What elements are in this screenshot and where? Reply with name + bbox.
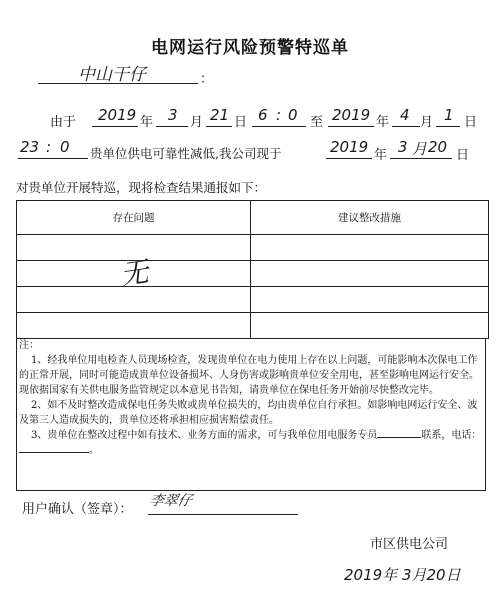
end-day: 1 xyxy=(444,106,454,124)
end-year-underline xyxy=(328,126,374,127)
end-year: 2019 xyxy=(332,106,371,124)
table-cell xyxy=(251,235,489,261)
col-header-measures: 建议整改措施 xyxy=(251,201,489,235)
user-signature: 李翠仔 xyxy=(148,493,194,509)
unit-year-2: 年 xyxy=(376,115,390,130)
start-time-underline xyxy=(252,126,306,127)
end-minute: 0 xyxy=(60,138,70,156)
addressee-name: 中山干仔 xyxy=(78,65,146,85)
end-month: 4 xyxy=(400,106,410,124)
now-year-underline xyxy=(326,158,372,159)
notification-text: 对贵单位开展特巡，现将检查结果通报如下： xyxy=(16,180,267,195)
document-title: 电网运行风险预警特巡单 xyxy=(151,38,349,58)
none-mark: 无 xyxy=(118,255,151,292)
end-colon: : xyxy=(46,138,52,156)
inspection-table xyxy=(16,200,489,339)
note-item-1: 1、经我单位用电检查人员现场检查，发现贵单位在电力使用上存在以上问题，可能影响本次保电工作的正常开展，同时可能造成贵单位设备损坏、人身伤害或影响贵单位安全用电，甚至影响电网运行安全。现依据国家有关供电服务监管规定以本意见书告知，请贵单位在保电任务开始前尽快整改完毕。 xyxy=(19,355,479,396)
notes-label: 注： xyxy=(19,340,39,351)
end-hour: 23 xyxy=(20,138,40,156)
company-name: 市区供电公司 xyxy=(370,537,449,552)
start-colon: : xyxy=(276,106,282,124)
issue-date: 2019年 3月20日 xyxy=(344,566,461,584)
contact-label: 联系，电话： xyxy=(421,430,482,441)
now-year: 2019 xyxy=(330,138,369,156)
end-time-underline xyxy=(18,158,88,159)
unit-year-1: 年 xyxy=(140,115,154,130)
now-month: 3 xyxy=(398,138,408,156)
unit-year-3: 年 xyxy=(374,148,388,163)
unit-month-1: 月 xyxy=(190,115,204,130)
reason-prefix: 由于 xyxy=(50,115,77,130)
start-month: 3 xyxy=(168,106,178,124)
notes-end-period: 。 xyxy=(89,445,99,456)
start-minute: 0 xyxy=(288,106,298,124)
end-day-underline xyxy=(436,126,460,127)
notes-section xyxy=(16,338,486,491)
unit-day-2: 日 xyxy=(464,115,478,130)
note-item-2: 2、如不及时整改造成保电任务失败或贵单位损失的，均由贵单位自行承担。如影响电网运行安全、波及第三人造成损失的，贵单位还将承担相应损害赔偿责任。 xyxy=(19,400,478,426)
start-hour: 6 xyxy=(258,106,268,124)
unit-day-3: 日 xyxy=(456,148,470,163)
table-cell xyxy=(251,287,489,313)
note-item-3-text: 3、贵单位在整改过程中如有技术、业务方面的需求，可与我单位用电服务专员 xyxy=(31,430,378,441)
col-header-issues: 存在问题 xyxy=(17,201,251,235)
unit-month-2: 月 xyxy=(420,115,434,130)
phone-blank xyxy=(19,452,89,453)
end-month-underline xyxy=(392,126,420,127)
unit-day-1: 日 xyxy=(234,115,248,130)
start-day: 21 xyxy=(210,106,230,124)
now-day: 20 xyxy=(428,138,448,156)
note-item-3 xyxy=(19,428,485,458)
table-cell xyxy=(251,313,489,339)
user-confirm-label: 用户确认（签章）： xyxy=(22,502,133,517)
addressee-colon: ： xyxy=(200,72,214,87)
start-month-underline xyxy=(156,126,188,127)
signature-underline xyxy=(148,514,298,515)
table-cell xyxy=(17,313,251,339)
start-year: 2019 xyxy=(98,106,137,124)
start-day-underline xyxy=(206,126,232,127)
reliability-text: 贵单位供电可靠性减低,我公司现于 xyxy=(90,146,282,161)
table-cell xyxy=(251,261,489,287)
to-word: 至 xyxy=(310,115,324,130)
start-year-underline xyxy=(92,126,138,127)
specialist-blank xyxy=(377,437,421,438)
now-month-unit: 月 xyxy=(412,140,428,158)
